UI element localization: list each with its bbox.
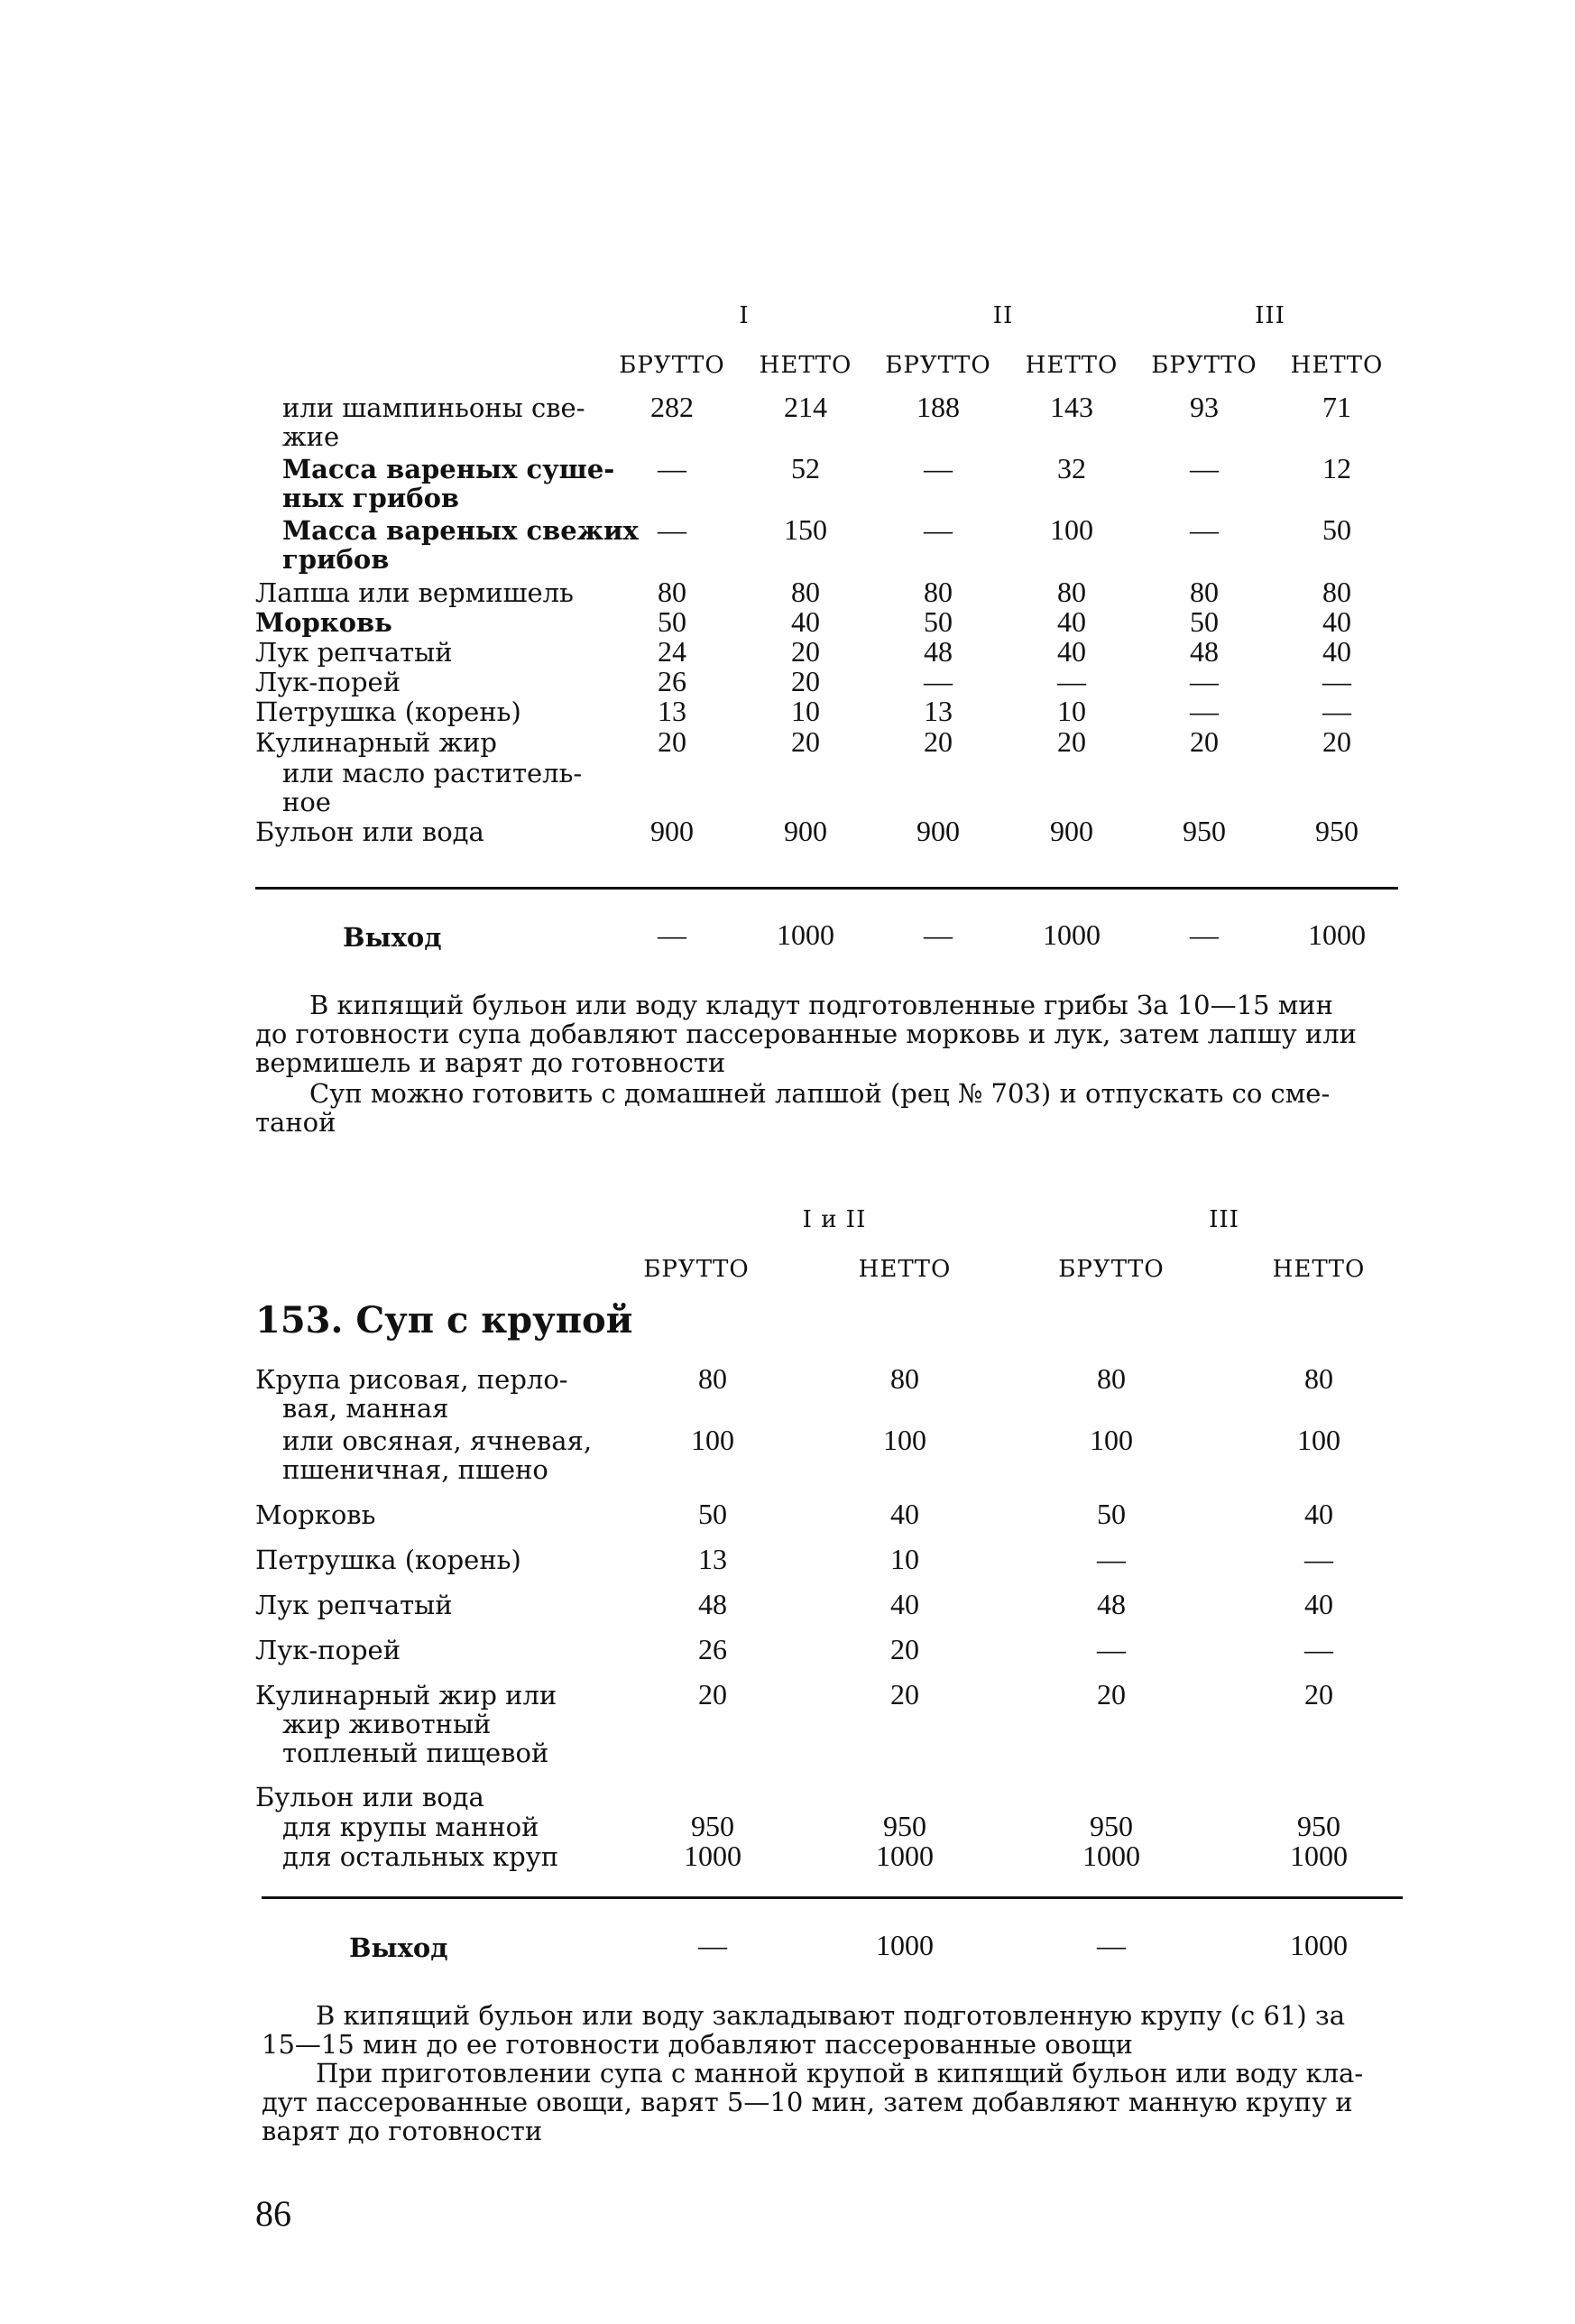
cell-value: 150 [784, 513, 827, 546]
cell-value: 24 [658, 635, 686, 668]
cell-value: — [1304, 1543, 1333, 1575]
cell-value: 80 [1304, 1362, 1333, 1395]
cell-value: 20 [1304, 1678, 1333, 1711]
cell-value: 950 [691, 1810, 734, 1842]
col-header: НЕТТО [1290, 352, 1384, 379]
row-label: Лук-порей [255, 1635, 401, 1665]
cell-value: 1000 [876, 1840, 934, 1872]
row-label: Масса вареных свежих [282, 515, 639, 546]
cell-value: 900 [650, 815, 694, 847]
row-label: топленый пищевой [282, 1738, 549, 1768]
cell-value: 20 [1097, 1678, 1126, 1711]
cell-value: 188 [916, 391, 960, 423]
cell-value: 12 [1322, 452, 1351, 484]
row-label: жие [282, 421, 340, 452]
yield-value: 1000 [1308, 918, 1366, 951]
col-header: НЕТТО [759, 352, 852, 379]
row-label: Масса вареных суше- [282, 454, 615, 484]
cell-value: 40 [1304, 1498, 1333, 1530]
cell-value: 40 [890, 1588, 919, 1620]
cell-value: 71 [1322, 391, 1351, 423]
text-line: В кипящий бульон или воду кладут подготовленные грибы За 10—15 мин [309, 990, 1333, 1020]
cell-value: 20 [698, 1678, 727, 1711]
group-header-2: II [992, 302, 1014, 329]
cell-value: 900 [916, 815, 960, 847]
cell-value: 20 [890, 1633, 919, 1665]
cell-value: — [658, 513, 686, 546]
page-number: 86 [255, 2193, 291, 2234]
cell-value: 13 [698, 1543, 727, 1575]
cell-value: 50 [658, 605, 686, 638]
cell-value: 20 [658, 725, 686, 758]
table2-rule [262, 1896, 1403, 1899]
cell-value: — [658, 452, 686, 484]
cell-value: — [1322, 695, 1351, 727]
cell-value: 100 [1090, 1424, 1133, 1456]
cell-value: 20 [791, 725, 820, 758]
text-line: Суп можно готовить с домашней лапшой (рец № 703) и отпускать со сме- [309, 1078, 1331, 1109]
yield-value: — [924, 918, 953, 951]
row-label: жир животный [282, 1709, 492, 1739]
cell-value: 48 [924, 635, 953, 668]
row-label: для остальных круп [282, 1841, 559, 1872]
cell-value: 950 [1315, 815, 1359, 847]
cell-value: 10 [791, 695, 820, 727]
cell-value: 20 [791, 635, 820, 668]
row-label: для крупы манной [282, 1812, 539, 1842]
cell-value: 50 [1097, 1498, 1126, 1530]
cell-value: 100 [1297, 1424, 1340, 1456]
cell-value: — [924, 665, 953, 697]
text-line: до готовности супа добавляют пассерованные морковь и лук, затем лапшу или [255, 1019, 1357, 1049]
row-label: или шампиньоны све- [282, 392, 585, 423]
row-label: или овсяная, ячневая, [282, 1425, 593, 1456]
row-label: Бульон или вода [255, 816, 484, 847]
row-label: Петрушка (корень) [255, 1545, 521, 1575]
cell-value: — [1190, 513, 1219, 546]
cell-value: 50 [1322, 513, 1351, 546]
group-header-1: I и II [802, 1206, 867, 1233]
row-label: Бульон или вода [255, 1782, 484, 1812]
table1-rule [255, 887, 1398, 890]
row-label: Лук-порей [255, 667, 401, 697]
row-label: Лапша или вермишель [255, 577, 574, 608]
cell-value: 80 [1190, 576, 1219, 608]
cell-value: 40 [1057, 605, 1086, 638]
cell-value: 80 [924, 576, 953, 608]
row-label: ных грибов [282, 483, 460, 513]
cell-value: 80 [791, 576, 820, 608]
cell-value: 50 [698, 1498, 727, 1530]
cell-value: — [1097, 1543, 1126, 1575]
cell-value: — [1190, 452, 1219, 484]
cell-value: 20 [924, 725, 953, 758]
cell-value: 80 [1322, 576, 1351, 608]
cell-value: 93 [1190, 391, 1219, 423]
cell-value: 950 [1090, 1810, 1133, 1842]
cell-value: 1000 [1290, 1840, 1348, 1872]
cell-value: 143 [1050, 391, 1093, 423]
cell-value: 13 [658, 695, 686, 727]
cell-value: 80 [658, 576, 686, 608]
cell-value: — [1190, 695, 1219, 727]
col-header: НЕТТО [1025, 352, 1119, 379]
cell-value: 900 [784, 815, 827, 847]
cell-value: 40 [1322, 635, 1351, 668]
text-line: вермишель и варят до готовности [255, 1047, 726, 1078]
cell-value: 80 [890, 1362, 919, 1395]
row-label: грибов [282, 544, 390, 575]
col-header: БРУТТО [643, 1256, 750, 1283]
cell-value: — [1057, 665, 1086, 697]
text-line: При приготовлении супа с манной крупой в кипящий бульон или воду кла- [316, 2058, 1364, 2089]
yield-value: 1000 [777, 918, 834, 951]
yield-value: — [698, 1929, 727, 1961]
col-header: БРУТТО [885, 352, 991, 379]
cell-value: 40 [1322, 605, 1351, 638]
cell-value: — [1304, 1633, 1333, 1665]
cell-value: 48 [698, 1588, 727, 1620]
cell-value: 50 [1190, 605, 1219, 638]
cell-value: 80 [1057, 576, 1086, 608]
row-label: Крупа рисовая, перло- [255, 1364, 568, 1395]
col-header: НЕТТО [1272, 1256, 1366, 1283]
row-label: пшеничная, пшено [282, 1454, 548, 1485]
cell-value: — [924, 452, 953, 484]
recipe-title: 153. Суп с крупой [255, 1299, 633, 1342]
col-header: НЕТТО [858, 1256, 952, 1283]
text-line: варят до готовности [262, 2116, 543, 2146]
cell-value: 20 [1057, 725, 1086, 758]
cell-value: 100 [691, 1424, 734, 1456]
text-line: В кипящий бульон или воду закладывают подготовленную крупу (с 61) за [316, 2000, 1345, 2031]
cell-value: 40 [1057, 635, 1086, 668]
yield-label: Выход [343, 922, 442, 953]
yield-value: 1000 [1043, 918, 1101, 951]
cell-value: 214 [784, 391, 827, 423]
cell-value: — [1322, 665, 1351, 697]
cell-value: 13 [924, 695, 953, 727]
cell-value: 26 [658, 665, 686, 697]
row-label: Морковь [255, 1499, 376, 1530]
col-header: БРУТТО [1151, 352, 1257, 379]
row-label: Лук репчатый [255, 1590, 453, 1620]
col-header: БРУТТО [1058, 1256, 1165, 1283]
row-label: Кулинарный жир или [255, 1680, 557, 1711]
yield-value: — [1097, 1929, 1126, 1961]
cell-value: 48 [1190, 635, 1219, 668]
row-label: Кулинарный жир [255, 727, 497, 758]
cell-value: 950 [883, 1810, 926, 1842]
cell-value: — [924, 513, 953, 546]
cell-value: 20 [1190, 725, 1219, 758]
group-header-2: III [1209, 1206, 1239, 1233]
cell-value: 10 [1057, 695, 1086, 727]
group-header-1: I [739, 302, 750, 329]
cell-value: 100 [883, 1424, 926, 1456]
yield-value: — [1190, 918, 1219, 951]
cell-value: — [1190, 665, 1219, 697]
col-header: БРУТТО [619, 352, 725, 379]
cell-value: 10 [890, 1543, 919, 1575]
cell-value: 20 [791, 665, 820, 697]
cell-value: 52 [791, 452, 820, 484]
cell-value: 1000 [684, 1840, 741, 1872]
text-line: 15—15 мин до ее готовности добавляют пассерованные овощи [262, 2029, 1133, 2060]
cell-value: 32 [1057, 452, 1086, 484]
text-line: дут пассерованные овощи, варят 5—10 мин, затем добавляют манную крупу и [262, 2087, 1353, 2117]
cell-value: 282 [650, 391, 694, 423]
cell-value: 1000 [1082, 1840, 1140, 1872]
cell-value: 48 [1097, 1588, 1126, 1620]
cell-value: 26 [698, 1633, 727, 1665]
row-label: Лук репчатый [255, 637, 453, 668]
cell-value: 950 [1297, 1810, 1340, 1842]
cell-value: 900 [1050, 815, 1093, 847]
cell-value: 20 [890, 1678, 919, 1711]
yield-value: 1000 [876, 1929, 934, 1961]
yield-value: 1000 [1290, 1929, 1348, 1961]
group-header-3: III [1255, 302, 1285, 329]
row-label: Петрушка (корень) [255, 696, 521, 727]
cell-value: 40 [890, 1498, 919, 1530]
text-line: таной [255, 1107, 336, 1138]
row-label: или масло раститель- [282, 758, 583, 788]
yield-label: Выход [349, 1932, 448, 1963]
row-label: вая, манная [282, 1393, 449, 1424]
cell-value: 950 [1183, 815, 1226, 847]
cell-value: 40 [791, 605, 820, 638]
cell-value: 100 [1050, 513, 1093, 546]
cell-value: — [1097, 1633, 1126, 1665]
cell-value: 40 [1304, 1588, 1333, 1620]
row-label: Морковь [255, 607, 392, 638]
cell-value: 50 [924, 605, 953, 638]
yield-value: — [658, 918, 686, 951]
cell-value: 80 [698, 1362, 727, 1395]
cell-value: 80 [1097, 1362, 1126, 1395]
cell-value: 20 [1322, 725, 1351, 758]
row-label: ное [282, 787, 331, 817]
